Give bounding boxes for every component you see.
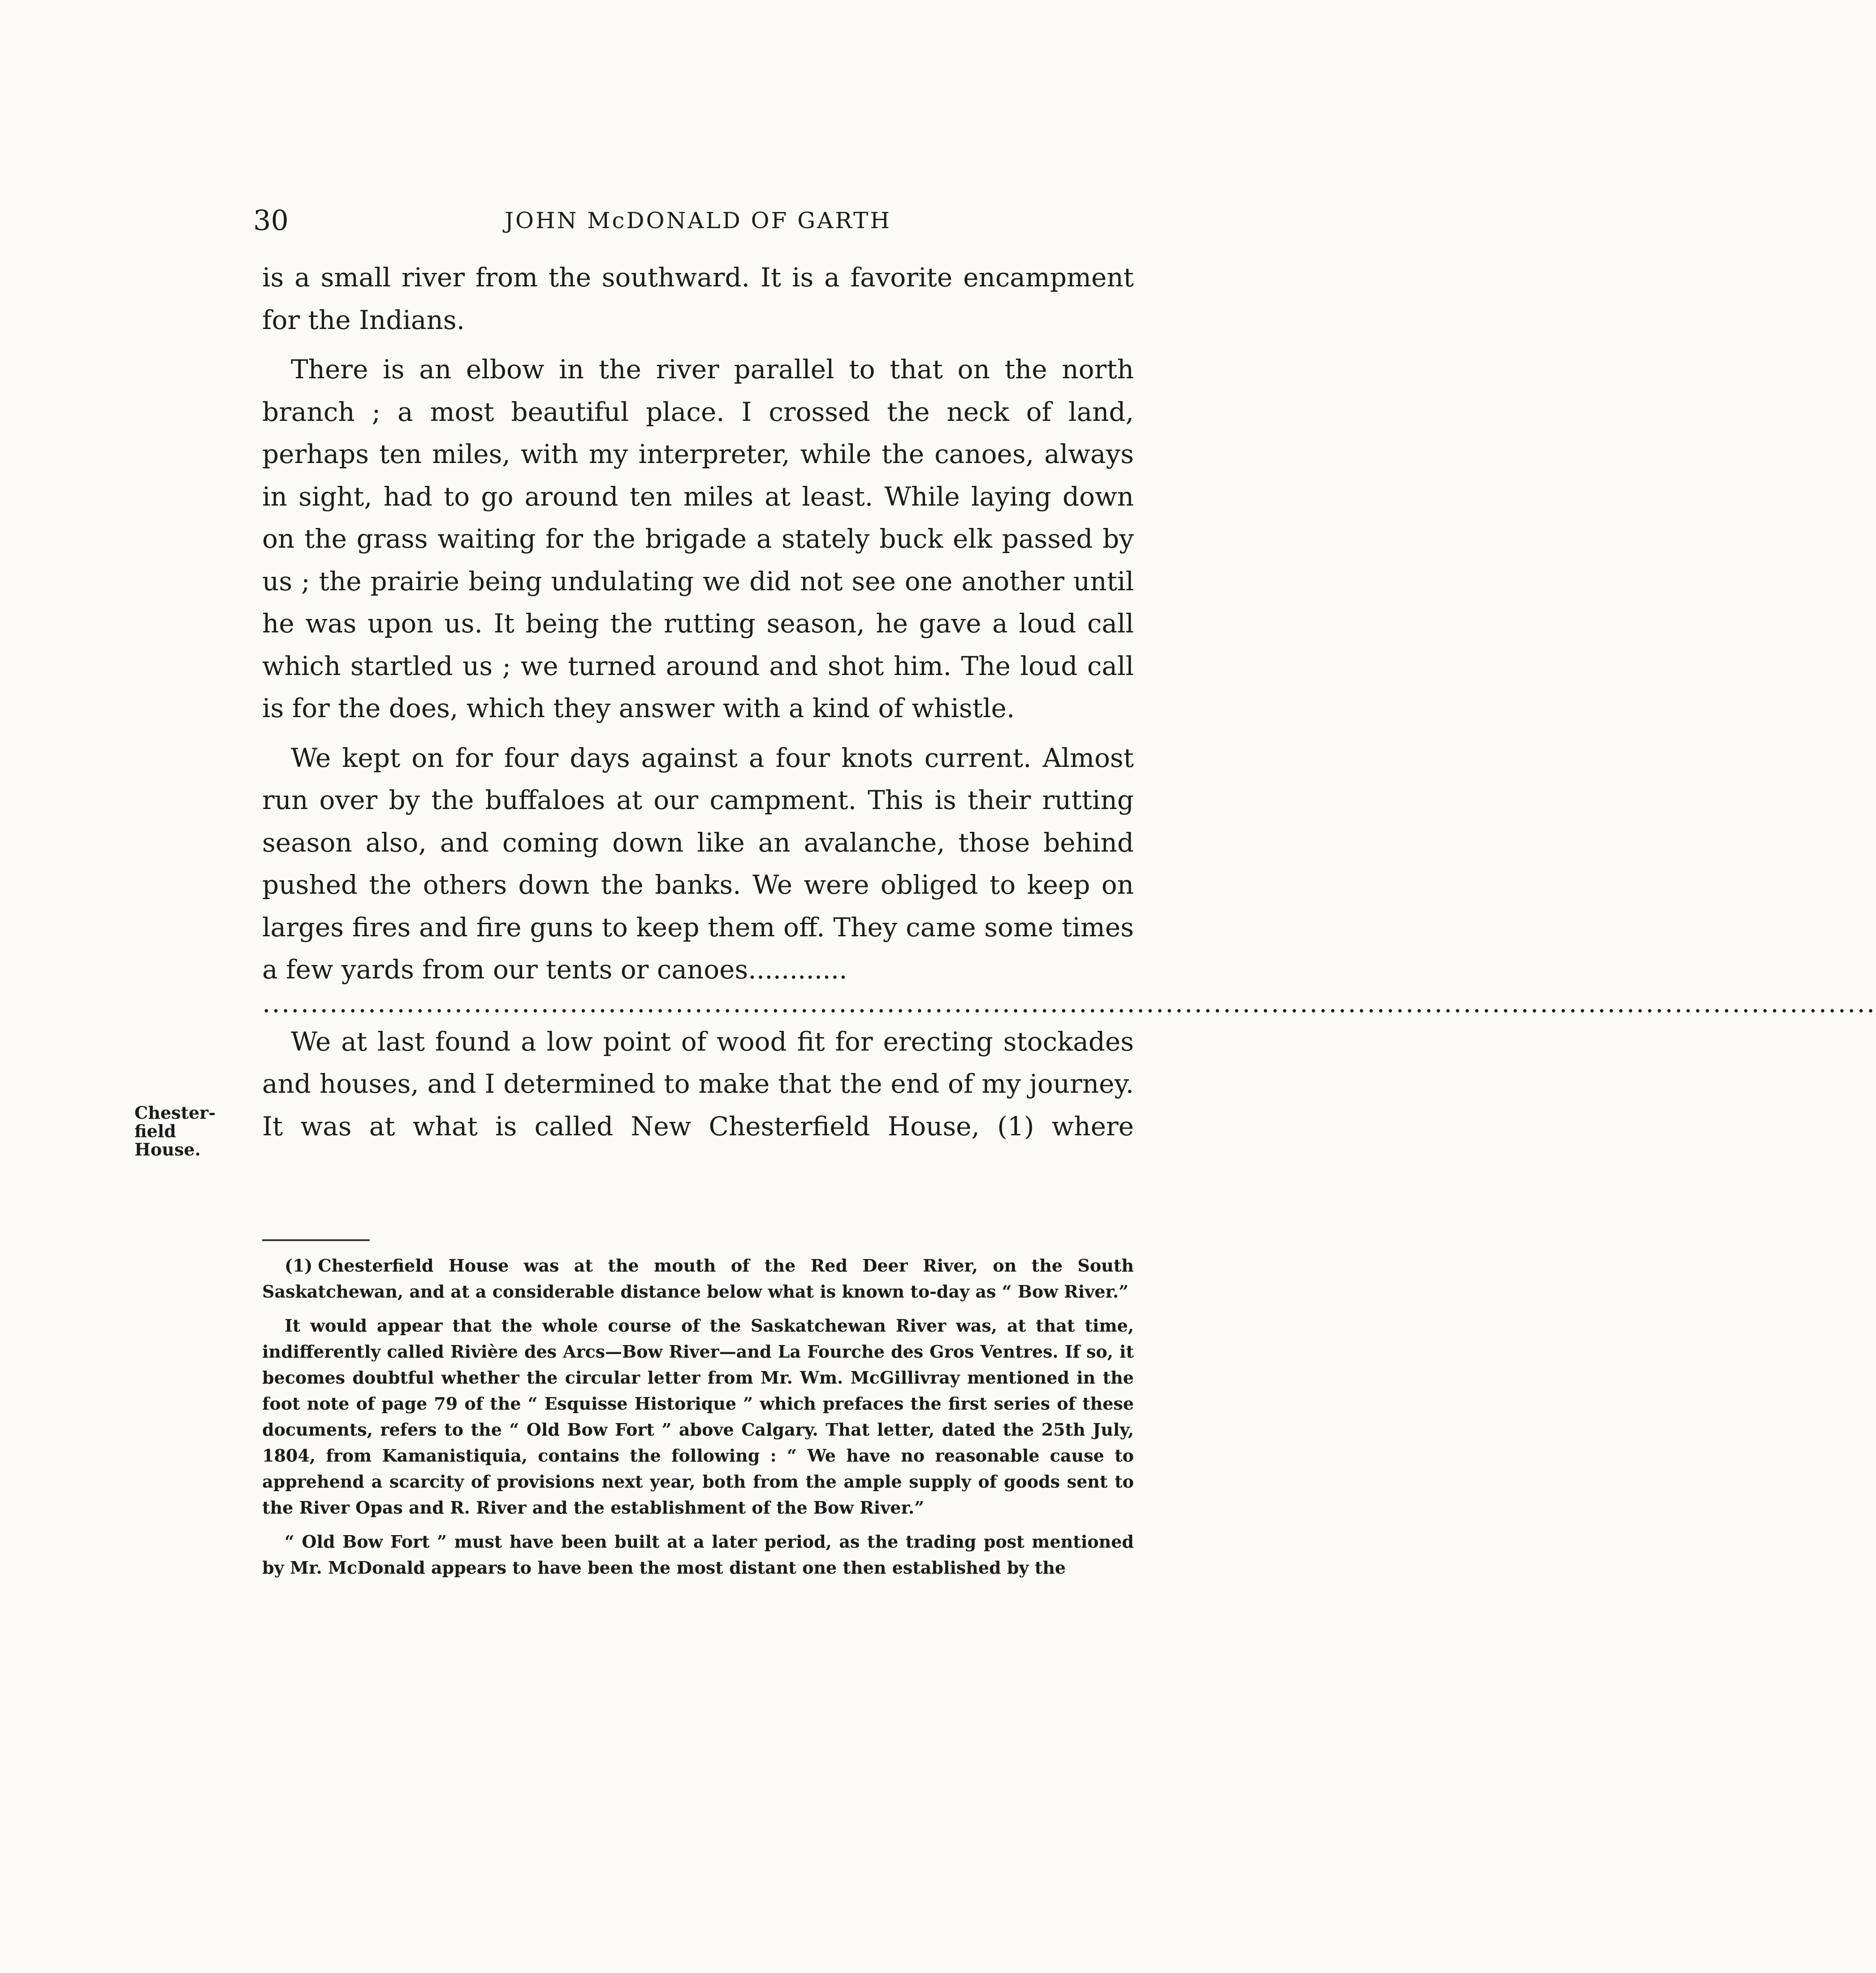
paragraph: There is an elbow in the river parallel to that on the north branch ; a most beautiful place. I crossed the neck of land, perhaps ten miles, with my interpreter, while the canoes, always in sight, had to go around ten miles at least. While laying down on the grass waiting for the brigade a stately buck elk passed by us ; the prairie being undulating we did not see one another until he was upon us. It being the rutting season, he gave a loud call which startled us ; we turned around and shot him. The loud call is for the does, which they answer with a kind of whistle. bbox=[262, 354, 1134, 723]
footnotes bbox=[262, 1253, 1134, 1589]
paragraph: We kept on for four days against a four knots current. Almost run over by the buffaloes at our campment. This is their rutting season also, and coming down like an avalanche, those behind pushed the others down the banks. We were obliged to keep on larges fires and fire guns to keep them off. They came some times a few yards from our tents or canoes............ bbox=[262, 742, 1134, 985]
page-header bbox=[253, 204, 1143, 238]
margin-note-line: field bbox=[134, 1121, 176, 1141]
margin-note bbox=[134, 1103, 229, 1159]
footnote-marker: (1) bbox=[285, 1255, 313, 1276]
paragraph: We at last found a low point of wood fit for erecting stockades and houses, and I determined to make that the end of my journey. It was at what is called New Chesterfield House, (1) where bbox=[262, 1026, 1134, 1142]
footnote bbox=[262, 1253, 1134, 1305]
footnote: “ Old Bow Fort ” must have been built at a later period, as the trading post mentioned by Mr. McDonald appears to have been the most distant one then established by the bbox=[262, 1532, 1134, 1578]
margin-note-line: Chester- bbox=[134, 1103, 216, 1123]
footnote: It would appear that the whole course of the Saskatchewan River was, at that time, indifferently called Rivière des Arcs—Bow River—and La Fourche des Gros Ventres. If so, it becomes doubtful whether the circular letter from Mr. Wm. McGillivray mentioned in the foot note of page 79 of the “ Esquisse Historique ” which prefaces the first series of these documents, refers to the “ Old Bow Fort ” above Calgary. That letter, dated the 25th July, 1804, from Kamanistiquia, contains the following : “ We have no reasonable cause to apprehend a scarcity of provisions next year, both from the ample supply of goods sent to the River Opas and R. River and the establishment of the Bow River.” bbox=[262, 1315, 1134, 1518]
margin-note-line: House. bbox=[134, 1139, 201, 1160]
footnote-text: Chesterfield House was at the mouth of the Red Deer River, on the South Saskatchewan, and at a considerable distance below what is known to-day as “ Bow River.” bbox=[262, 1255, 1134, 1302]
footnote-separator bbox=[262, 1239, 370, 1241]
ellipsis-rule: ........................................................................................................................................................................ bbox=[262, 987, 1876, 1018]
page-number: 30 bbox=[253, 204, 289, 237]
running-head: JOHN McDONALD OF GARTH bbox=[505, 208, 891, 234]
main-text bbox=[262, 256, 1876, 1147]
paragraph: is a small river from the southward. It is a favorite encampment for the Indians. bbox=[262, 262, 1134, 335]
